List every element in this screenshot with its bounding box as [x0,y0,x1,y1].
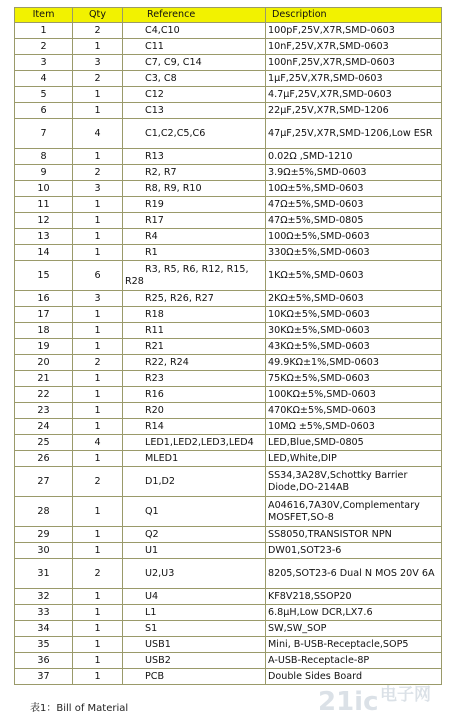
table-row [15,87,442,103]
table-row [15,71,442,87]
table-row [15,371,442,387]
cell-description: 30KΩ±5%,SMD-0603 [266,323,442,339]
table-row [15,23,442,39]
cell-item: 19 [15,339,73,355]
cell-qty: 2 [73,71,123,87]
table-row [15,229,442,245]
cell-description: 47Ω±5%,SMD-0603 [266,197,442,213]
header-item: Item [15,8,73,23]
cell-description: SS34,3A28V,Schottky Barrier Diode,DO-214AB [266,467,442,497]
cell-qty: 1 [73,543,123,559]
cell-reference [123,467,266,497]
table-row [15,605,442,621]
cell-reference-text: MLED1 [145,452,179,464]
cell-reference [123,23,266,39]
table-row [15,637,442,653]
table-row [15,307,442,323]
table-row [15,467,442,497]
cell-item: 33 [15,605,73,621]
table-row [15,451,442,467]
cell-reference-text: R21 [145,340,164,352]
cell-item: 26 [15,451,73,467]
svg-text:电子网: 电子网 [380,685,431,705]
cell-description: 49.9KΩ±1%,SMD-0603 [266,355,442,371]
cell-description: DW01,SOT23-6 [266,543,442,559]
cell-reference-text: USB1 [145,638,171,650]
cell-item: 36 [15,653,73,669]
cell-reference-text: R22, R24 [145,356,189,368]
cell-item: 18 [15,323,73,339]
cell-description: 3.9Ω±5%,SMD-0603 [266,165,442,181]
cell-reference-text: R16 [145,388,164,400]
cell-reference-text: S1 [145,622,158,634]
cell-reference [123,87,266,103]
cell-description: 1KΩ±5%,SMD-0603 [266,261,442,291]
cell-reference-text: R20 [145,404,164,416]
cell-reference [123,669,266,685]
cell-description: 330Ω±5%,SMD-0603 [266,245,442,261]
table-row [15,387,442,403]
cell-description: 47μF,25V,X7R,SMD-1206,Low ESR [266,119,442,149]
cell-item: 7 [15,119,73,149]
cell-qty: 1 [73,87,123,103]
cell-qty: 4 [73,435,123,451]
cell-item: 35 [15,637,73,653]
table-row [15,197,442,213]
cell-reference-text: R17 [145,214,164,226]
cell-qty: 1 [73,213,123,229]
cell-qty: 2 [73,559,123,589]
cell-item: 5 [15,87,73,103]
cell-description: 6.8μH,Low DCR,LX7.6 [266,605,442,621]
cell-qty: 1 [73,307,123,323]
cell-item: 23 [15,403,73,419]
bom-body [15,23,442,685]
cell-qty: 3 [73,181,123,197]
table-row [15,559,442,589]
cell-reference-text: U2,U3 [145,567,175,579]
cell-qty: 1 [73,653,123,669]
cell-qty: 1 [73,637,123,653]
cell-reference [123,355,266,371]
cell-qty: 1 [73,371,123,387]
table-row [15,419,442,435]
cell-reference [123,245,266,261]
cell-description: 10nF,25V,X7R,SMD-0603 [266,39,442,55]
cell-description: SS8050,TRANSISTOR NPN [266,527,442,543]
cell-item: 32 [15,589,73,605]
cell-reference [123,197,266,213]
cell-item: 34 [15,621,73,637]
cell-item: 29 [15,527,73,543]
cell-qty: 1 [73,103,123,119]
cell-reference [123,621,266,637]
header-description: Description [266,8,442,23]
cell-reference [123,339,266,355]
table-row [15,339,442,355]
cell-description: 75KΩ±5%,SMD-0603 [266,371,442,387]
cell-description: 100nF,25V,X7R,SMD-0603 [266,55,442,71]
cell-item: 21 [15,371,73,387]
cell-item: 30 [15,543,73,559]
table-header-row [15,8,442,23]
cell-qty: 1 [73,197,123,213]
cell-reference [123,589,266,605]
cell-qty: 4 [73,119,123,149]
cell-description: A04616,7A30V,Complementary MOSFET,SO-8 [266,497,442,527]
cell-item: 9 [15,165,73,181]
cell-item: 6 [15,103,73,119]
cell-qty: 1 [73,403,123,419]
table-row [15,261,442,291]
cell-reference-text: R2, R7 [145,166,177,178]
cell-description: Mini, B-USB-Receptacle,SOP5 [266,637,442,653]
cell-reference-text: C4,C10 [145,24,180,36]
cell-qty: 3 [73,291,123,307]
cell-reference-text: R13 [145,150,164,162]
cell-description: 100KΩ±5%,SMD-0603 [266,387,442,403]
cell-reference [123,39,266,55]
cell-reference [123,71,266,87]
cell-reference [123,291,266,307]
cell-description: Double Sides Board [266,669,442,685]
cell-description: 43KΩ±5%,SMD-0603 [266,339,442,355]
cell-qty: 6 [73,261,123,291]
table-row [15,119,442,149]
cell-qty: 1 [73,39,123,55]
cell-description: 100pF,25V,X7R,SMD-0603 [266,23,442,39]
bom-table [14,7,442,685]
cell-item: 13 [15,229,73,245]
cell-description: 22μF,25V,X7R,SMD-1206 [266,103,442,119]
cell-reference-text: Q2 [145,528,159,540]
header-reference: Reference [123,8,266,23]
table-row [15,181,442,197]
table-row [15,355,442,371]
cell-description: 4.7μF,25V,X7R,SMD-0603 [266,87,442,103]
cell-reference [123,419,266,435]
cell-description: KF8V218,SSOP20 [266,589,442,605]
cell-reference-text: R14 [145,420,164,432]
cell-reference-text: R8, R9, R10 [145,182,202,194]
cell-item: 4 [15,71,73,87]
cell-reference-text: R19 [145,198,164,210]
cell-description: A-USB-Receptacle-8P [266,653,442,669]
header-qty: Qty [73,8,123,23]
cell-reference [123,307,266,323]
cell-item: 12 [15,213,73,229]
cell-qty: 1 [73,605,123,621]
table-row [15,653,442,669]
cell-reference [123,261,266,291]
cell-reference [123,119,266,149]
cell-qty: 1 [73,451,123,467]
cell-reference [123,103,266,119]
cell-item: 11 [15,197,73,213]
cell-description: 2KΩ±5%,SMD-0603 [266,291,442,307]
cell-qty: 1 [73,589,123,605]
cell-qty: 1 [73,323,123,339]
cell-reference [123,149,266,165]
cell-qty: 1 [73,387,123,403]
cell-reference [123,165,266,181]
table-row [15,291,442,307]
cell-item: 24 [15,419,73,435]
cell-qty: 1 [73,621,123,637]
cell-item: 8 [15,149,73,165]
cell-item: 20 [15,355,73,371]
cell-reference-text: L1 [145,606,157,618]
cell-qty: 3 [73,55,123,71]
cell-reference [123,497,266,527]
cell-reference [123,323,266,339]
cell-qty: 1 [73,419,123,435]
cell-reference [123,181,266,197]
table-row [15,245,442,261]
cell-item: 10 [15,181,73,197]
cell-qty: 1 [73,245,123,261]
cell-qty: 2 [73,165,123,181]
cell-reference [123,605,266,621]
cell-reference-text: R11 [145,324,164,336]
cell-reference-text: U1 [145,544,159,556]
cell-reference-text: R25, R26, R27 [145,292,214,304]
cell-qty: 2 [73,467,123,497]
cell-description: 10MΩ ±5%,SMD-0603 [266,419,442,435]
table-caption: 表1：Bill of Material [30,703,129,714]
cell-item: 3 [15,55,73,71]
table-row [15,403,442,419]
svg-text:21ic: 21ic [318,687,379,717]
cell-reference [123,653,266,669]
cell-reference [123,371,266,387]
cell-reference [123,229,266,245]
cell-item: 1 [15,23,73,39]
cell-reference-line1: R3, R5, R6, R12, R15, [145,263,249,275]
cell-reference-text: C13 [145,104,164,116]
cell-reference-text: C7, C9, C14 [145,56,202,68]
table-row [15,323,442,339]
watermark-logo [314,680,464,718]
cell-description: 10KΩ±5%,SMD-0603 [266,307,442,323]
cell-description: SW,SW_SOP [266,621,442,637]
cell-reference-text: R1 [145,246,158,258]
cell-description: 0.02Ω ,SMD-1210 [266,149,442,165]
cell-item: 28 [15,497,73,527]
cell-reference-text: D1,D2 [145,475,176,487]
cell-item: 15 [15,261,73,291]
cell-reference [123,55,266,71]
cell-item: 37 [15,669,73,685]
cell-reference [123,543,266,559]
table-row [15,527,442,543]
cell-qty: 2 [73,23,123,39]
table-row [15,497,442,527]
cell-description: LED,White,DIP [266,451,442,467]
cell-reference [123,387,266,403]
cell-qty: 1 [73,497,123,527]
cell-reference-text: R18 [145,308,164,320]
cell-qty: 1 [73,669,123,685]
cell-reference-text: C1,C2,C5,C6 [145,127,206,139]
cell-reference-line2: R28 [125,275,144,287]
cell-description: 1μF,25V,X7R,SMD-0603 [266,71,442,87]
table-row [15,149,442,165]
cell-reference [123,403,266,419]
cell-item: 27 [15,467,73,497]
table-row [15,39,442,55]
table-row [15,435,442,451]
cell-reference [123,559,266,589]
cell-description: 47Ω±5%,SMD-0805 [266,213,442,229]
table-row [15,165,442,181]
cell-item: 14 [15,245,73,261]
cell-reference-text: C12 [145,88,164,100]
cell-item: 25 [15,435,73,451]
cell-item: 31 [15,559,73,589]
cell-qty: 1 [73,527,123,543]
cell-reference-text: C3, C8 [145,72,177,84]
cell-reference [123,435,266,451]
cell-reference [123,527,266,543]
cell-item: 2 [15,39,73,55]
table-row [15,213,442,229]
cell-item: 17 [15,307,73,323]
cell-description: 470KΩ±5%,SMD-0603 [266,403,442,419]
cell-reference-text: Q1 [145,505,159,517]
cell-qty: 1 [73,339,123,355]
cell-qty: 1 [73,229,123,245]
cell-description: LED,Blue,SMD-0805 [266,435,442,451]
cell-reference-text: USB2 [145,654,171,666]
cell-reference-text: LED1,LED2,LED3,LED4 [145,436,254,448]
cell-qty: 2 [73,355,123,371]
cell-qty: 1 [73,149,123,165]
cell-description: 10Ω±5%,SMD-0603 [266,181,442,197]
table-row [15,103,442,119]
cell-item: 16 [15,291,73,307]
table-row [15,55,442,71]
cell-reference-text: U4 [145,590,159,602]
cell-reference-text: PCB [145,670,165,682]
cell-description: 8205,SOT23-6 Dual N MOS 20V 6A [266,559,442,589]
table-row [15,543,442,559]
cell-reference [123,637,266,653]
cell-item: 22 [15,387,73,403]
table-row [15,589,442,605]
cell-reference-text: C11 [145,40,164,52]
table-row [15,621,442,637]
cell-reference-text: R23 [145,372,164,384]
cell-reference-text: R4 [145,230,158,242]
cell-description: 100Ω±5%,SMD-0603 [266,229,442,245]
cell-reference [123,213,266,229]
cell-reference [123,451,266,467]
